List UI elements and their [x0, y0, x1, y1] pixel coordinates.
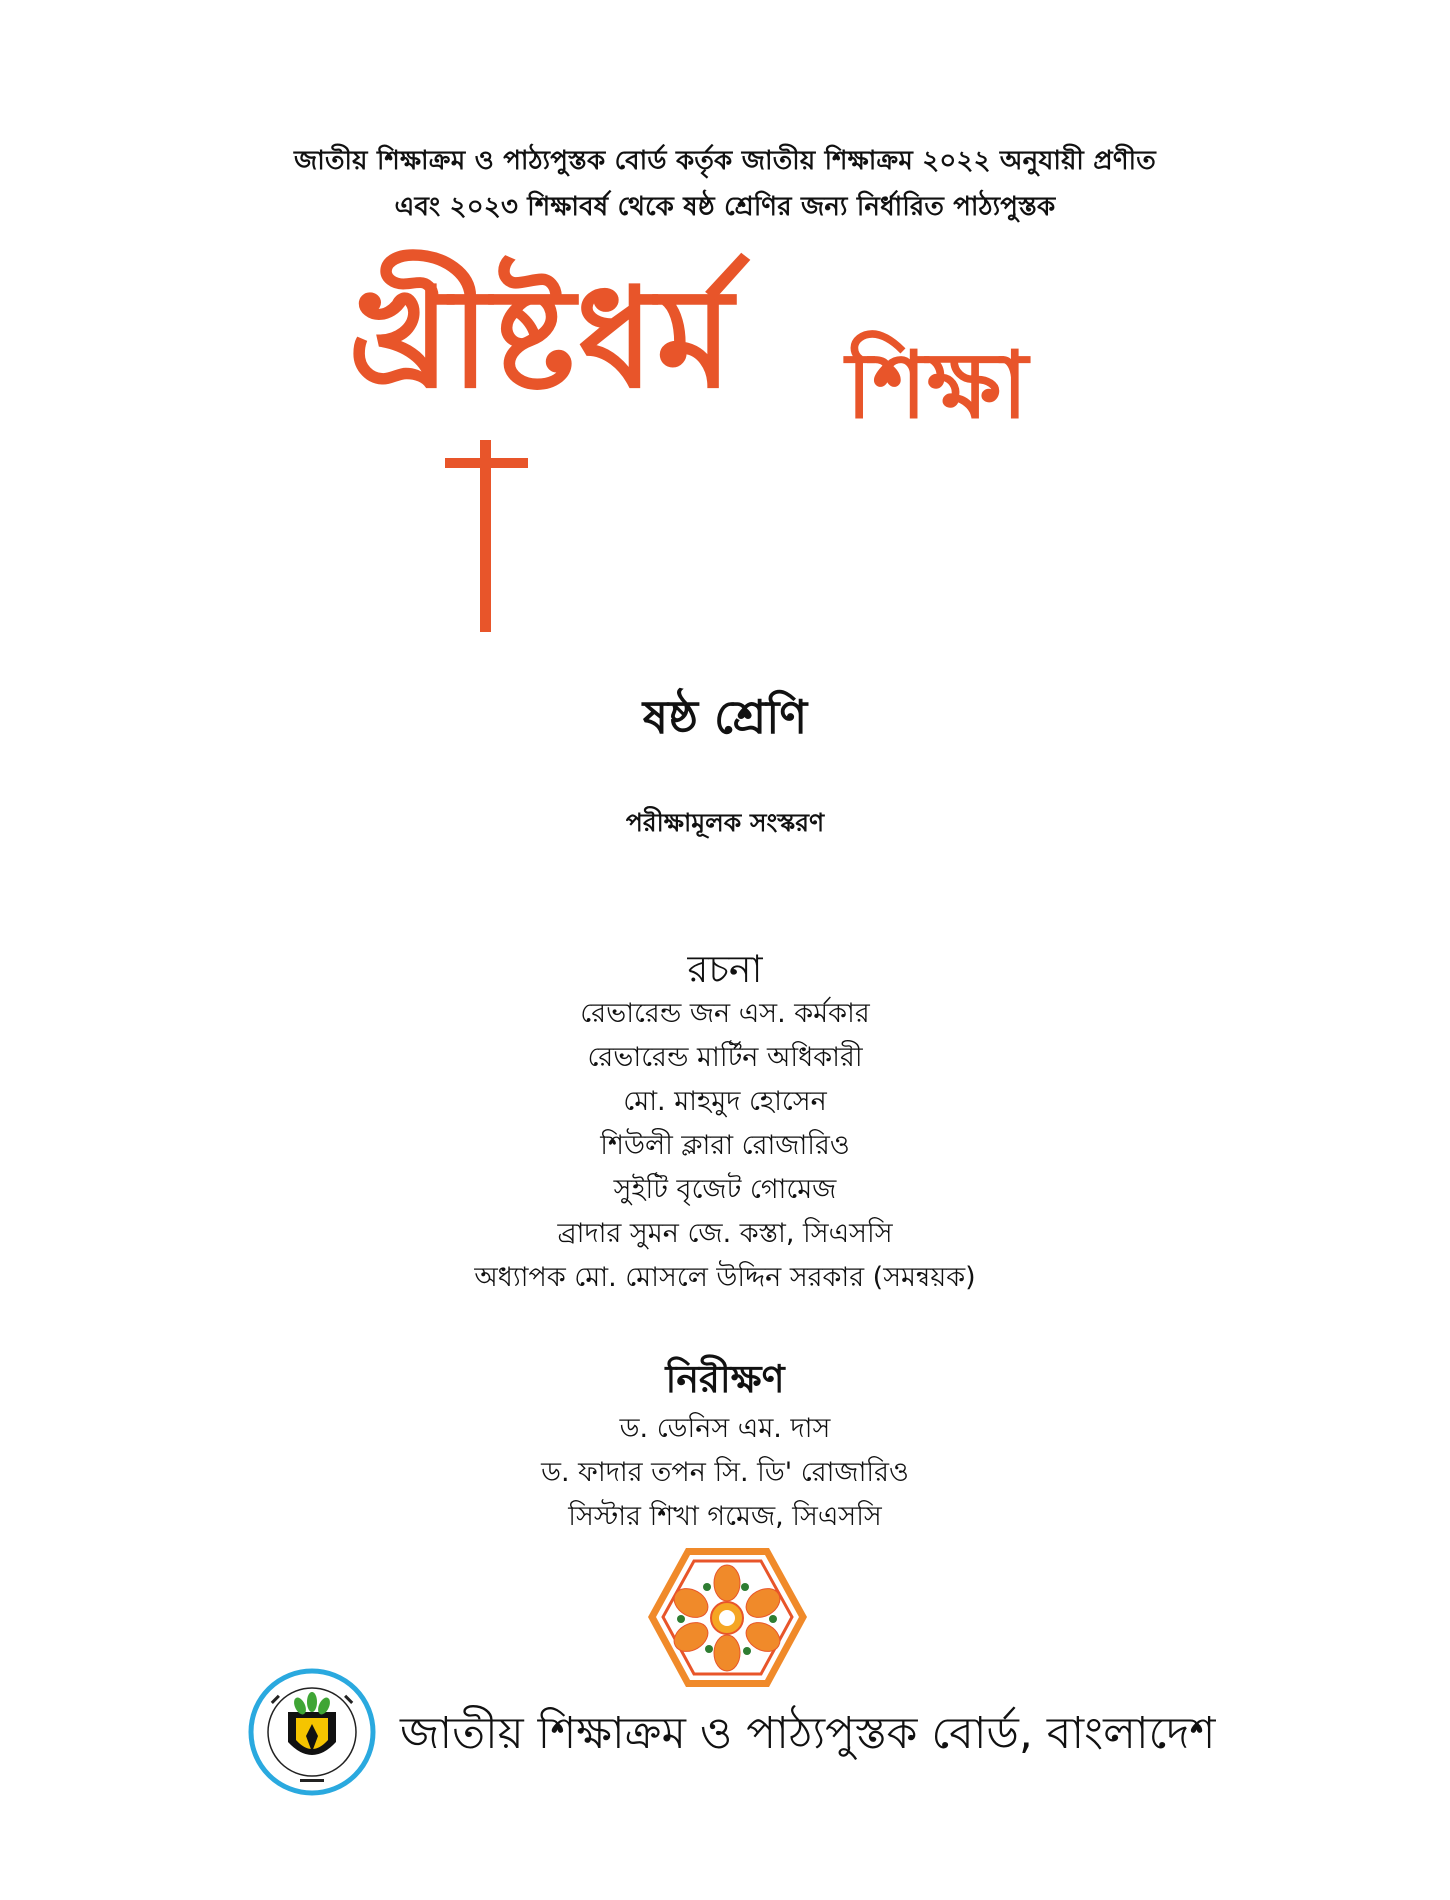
- publisher-name: জাতীয় শিক্ষাক্রম ও পাঠ্যপুস্তক বোর্ড, বাংলাদেশ: [400, 1708, 1216, 1759]
- author-name: সুইটি বৃজেট গোমেজ: [613, 1174, 837, 1205]
- author-name: ব্রাদার সুমন জে. কস্তা, সিএসসি: [557, 1218, 893, 1249]
- supervisor-name: সিস্টার শিখা গমেজ, সিএসসি: [568, 1501, 882, 1532]
- authors-heading: রচনা: [687, 947, 763, 991]
- supervisor-name: ড. ডেনিস এম. দাস: [619, 1413, 831, 1444]
- supervision-heading: নিরীক্ষণ: [665, 1357, 785, 1401]
- cross-bar: [445, 458, 528, 468]
- cross-icon: [480, 440, 491, 632]
- edition-label: পরীক্ষামূলক সংস্করণ: [625, 808, 825, 837]
- author-name: শিউলী ক্লারা রোজারিও: [600, 1130, 850, 1161]
- header-line-1: জাতীয় শিক্ষাক্রম ও পাঠ্যপুস্তক বোর্ড কর্তৃক জাতীয় শিক্ষাক্রম ২০২২ অনুযায়ী প্রণীত: [294, 146, 1156, 176]
- author-name-coordinator: অধ্যাপক মো. মোসলে উদ্দিন সরকার (সমন্বয়ক): [474, 1262, 976, 1293]
- hexagon-emblem-icon: [645, 1545, 810, 1690]
- book-title-sub: শিক্ষা: [846, 332, 1028, 439]
- supervisor-name: ড. ফাদার তপন সি. ডি' রোজারিও: [541, 1457, 909, 1488]
- author-name: মো. মাহমুদ হোসেন: [623, 1086, 827, 1117]
- author-name: রেভারেন্ড মার্টিন অধিকারী: [587, 1042, 863, 1073]
- author-name: রেভারেন্ড জন এস. কর্মকার: [580, 998, 870, 1029]
- nctb-logo-icon: [248, 1668, 376, 1796]
- grade-label: ষষ্ঠ শ্রেণি: [642, 690, 808, 744]
- book-title-main: খ্রীষ্টধর্ম: [348, 258, 735, 419]
- header-line-2: এবং ২০২৩ শিক্ষাবর্ষ থেকে ষষ্ঠ শ্রেণির জন্য নির্ধারিত পাঠ্যপুস্তক: [394, 192, 1056, 222]
